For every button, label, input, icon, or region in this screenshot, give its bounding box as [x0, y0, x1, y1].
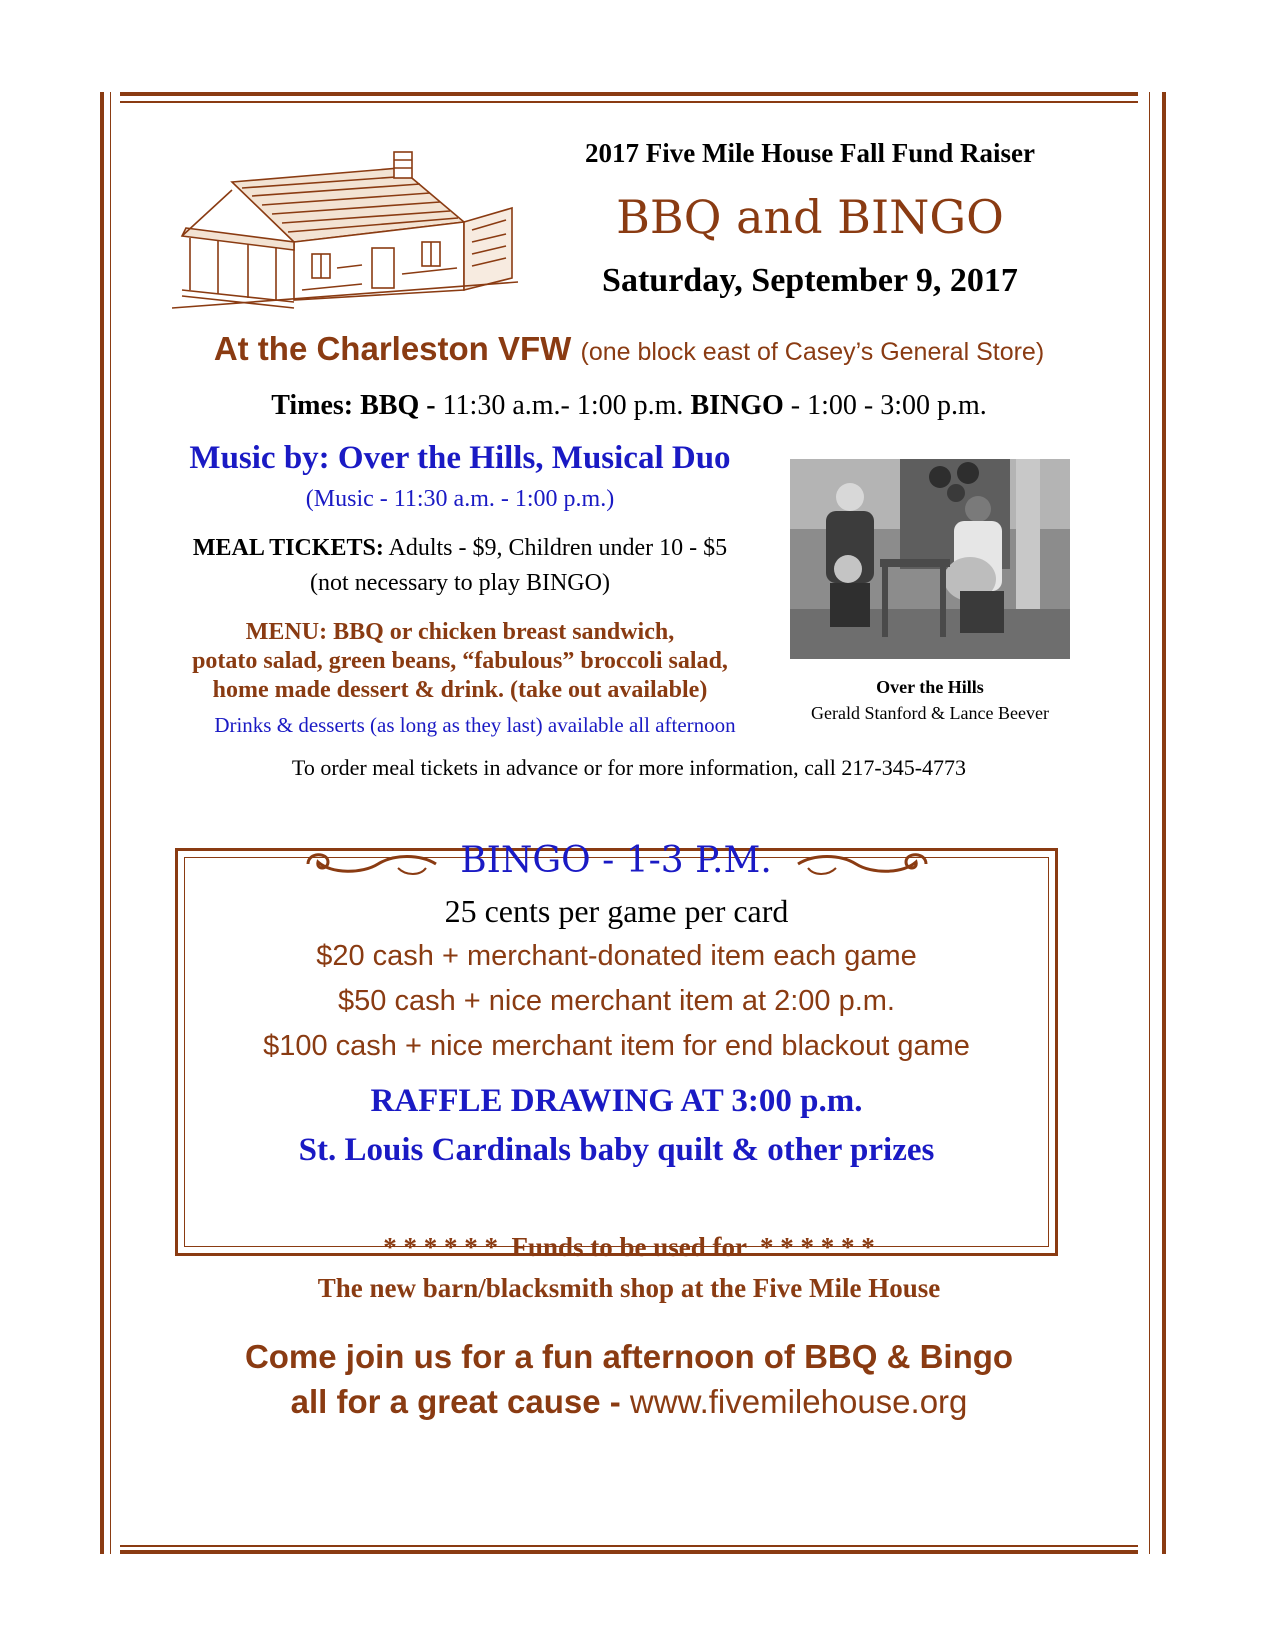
menu-line-2: potato salad, green beans, “fabulous” broccoli salad,	[192, 648, 728, 674]
venue-name: At the Charleston VFW	[213, 330, 572, 367]
musicians-photo	[790, 459, 1070, 659]
menu-line-1: MENU: BBQ or chicken breast sandwich,	[245, 619, 675, 645]
meal-tickets-note: (not necessary to play BINGO)	[310, 570, 610, 596]
contact-line: To order meal tickets in advance or for more information, call 217-345-4773	[291, 755, 967, 780]
left-scroll-ornament-icon	[302, 846, 442, 882]
bingo-title: BINGO - 1-3 P.M.	[460, 840, 772, 881]
border-top-thin	[120, 101, 1138, 103]
page-border-inner	[110, 92, 1150, 1554]
closing-line-2	[120, 1383, 1138, 1421]
bingo-prize-2: $50 cash + nice merchant item at 2:00 p.m.	[338, 985, 895, 1017]
location-line	[120, 330, 1138, 368]
photo-caption-title: Over the Hills	[876, 677, 984, 697]
bingo-prize-3: $100 cash + nice merchant item for end blackout game	[263, 1030, 970, 1062]
meal-tickets-prices: Adults - $9, Children under 10 - $5	[388, 535, 728, 561]
bbq-time: 11:30 a.m.- 1:00 p.m.	[442, 390, 684, 421]
photo-caption-names: Gerald Stanford & Lance Beever	[811, 703, 1049, 723]
raffle-prizes: St. Louis Cardinals baby quilt & other prizes	[298, 1132, 935, 1168]
funds-purpose: The new barn/blacksmith shop at the Five Mile House	[317, 1273, 941, 1303]
closing-cause: all for a great cause -	[290, 1383, 630, 1420]
menu-line-3: home made dessert & drink. (take out available)	[212, 677, 708, 703]
bingo-time: - 1:00 - 3:00 p.m.	[790, 390, 987, 421]
website-link[interactable]: www.fivemilehouse.org	[629, 1383, 968, 1420]
meal-tickets-line	[120, 535, 800, 562]
times-label: Times:	[271, 390, 354, 421]
bbq-label: BBQ -	[360, 390, 436, 421]
event-date: Saturday, September 9, 2017	[602, 262, 1018, 299]
event-title: BBQ and BINGO	[616, 190, 1004, 244]
bingo-prize-1: $20 cash + merchant-donated item each game	[316, 940, 917, 972]
border-top-thick	[120, 92, 1138, 96]
meal-tickets-label: MEAL TICKETS:	[192, 535, 384, 561]
drinks-note: Drinks & desserts (as long as they last) available all afternoon	[214, 713, 736, 737]
funds-heading: * * * * * * Funds to be used for * * * * * *	[383, 1232, 875, 1262]
fundraiser-title: 2017 Five Mile House Fall Fund Raiser	[585, 138, 1035, 168]
bingo-label: BINGO	[690, 390, 784, 421]
right-scroll-ornament-icon	[792, 846, 932, 882]
bingo-price: 25 cents per game per card	[444, 893, 789, 929]
raffle-drawing: RAFFLE DRAWING AT 3:00 p.m.	[370, 1083, 863, 1119]
times-line	[120, 390, 1138, 422]
venue-directions: (one block east of Casey’s General Store)	[580, 338, 1045, 366]
music-title: Music by: Over the Hills, Musical Duo	[189, 440, 731, 476]
border-bottom-thin	[120, 1545, 1138, 1547]
music-time: (Music - 11:30 a.m. - 1:00 p.m.)	[305, 486, 615, 512]
five-mile-house-sketch	[172, 150, 520, 310]
closing-line-1: Come join us for a fun afternoon of BBQ & Bingo	[244, 1338, 1014, 1375]
border-bottom-thick	[120, 1550, 1138, 1554]
